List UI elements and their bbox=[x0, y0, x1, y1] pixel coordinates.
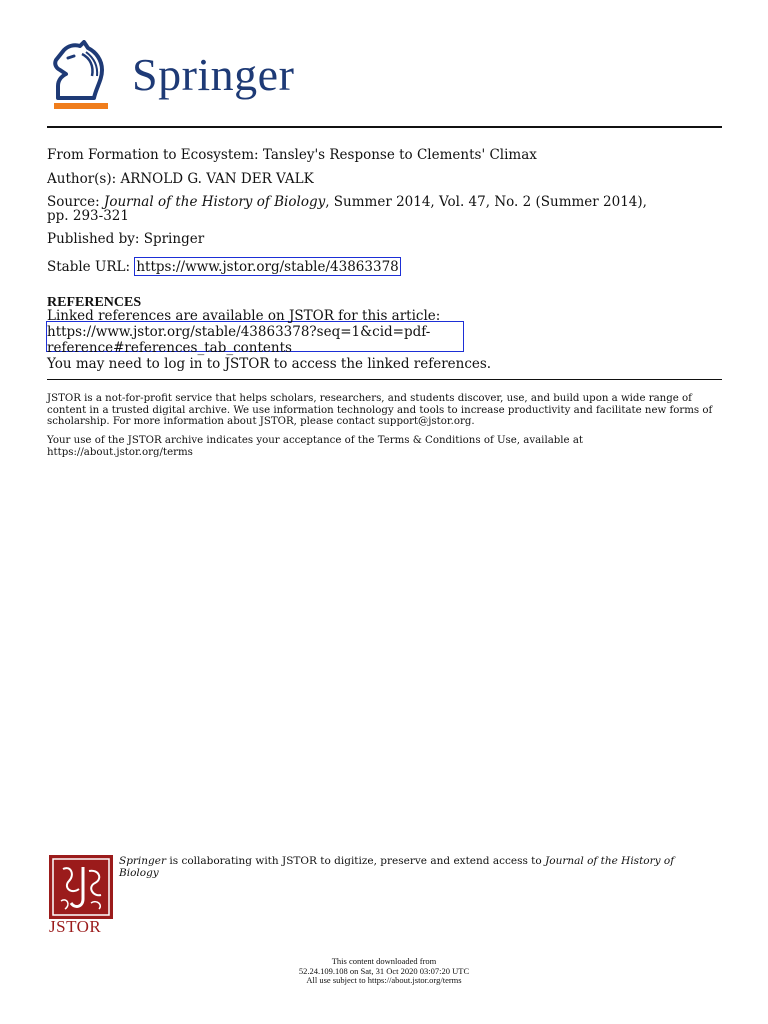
references-text bbox=[47, 308, 491, 372]
download-footer bbox=[0, 957, 768, 986]
springer-horse-icon bbox=[44, 40, 114, 112]
article-title: From Formation to Ecosystem: Tansley's Response to Clements' Climax bbox=[47, 147, 537, 163]
references-link-line2[interactable]: reference#references_tab_contents bbox=[47, 340, 292, 356]
springer-wordmark: Springer bbox=[132, 49, 295, 100]
article-publisher bbox=[47, 231, 204, 247]
references-intro: Linked references are available on JSTOR for this article: bbox=[47, 308, 441, 324]
terms-notice: Your use of the JSTOR archive indicates your acceptance of the Terms & Conditions of Use, available at https://about.jstor.org/terms bbox=[47, 435, 583, 458]
collaboration-statement bbox=[119, 855, 689, 879]
header-divider bbox=[47, 126, 722, 128]
jstor-notice: JSTOR is a not-for-profit service that helps scholars, researchers, and students discover, use, and build upon a wide range of content in a trusted digital archive. We use information technology and tools to increase productivity and facilitate new forms of scholarship. For more information about JSTOR, please contact support@jstor.org. bbox=[47, 393, 713, 427]
references-heading: REFERENCES bbox=[47, 295, 142, 310]
collab-journal: Journal of the History of Biology bbox=[119, 855, 675, 879]
section-divider bbox=[47, 379, 722, 380]
journal-title: Journal of the History of Biology bbox=[103, 194, 326, 210]
stable-url-label: Stable URL: bbox=[47, 259, 131, 275]
source-label: Source: bbox=[47, 194, 100, 210]
stable-url-row bbox=[47, 257, 401, 276]
published-by-label: Published by: bbox=[47, 231, 140, 247]
article-source bbox=[47, 194, 647, 210]
authors-label: Author(s): bbox=[47, 171, 117, 187]
collab-body: is collaborating with JSTOR to digitize, preserve and extend access to bbox=[166, 855, 546, 867]
article-authors bbox=[47, 171, 314, 187]
article-pages: pp. 293-321 bbox=[47, 208, 129, 224]
references-login-note: You may need to log in to JSTOR to access the linked references. bbox=[47, 356, 492, 372]
footer-line-3: All use subject to https://about.jstor.org/terms bbox=[306, 975, 462, 985]
source-details: , Summer 2014, Vol. 47, No. 2 (Summer 2014), bbox=[325, 194, 647, 210]
jstor-emblem-icon bbox=[49, 855, 113, 919]
footer-line-1: This content downloaded from bbox=[331, 956, 437, 966]
references-link-line1[interactable]: https://www.jstor.org/stable/43863378?seq=1&cid=pdf- bbox=[47, 324, 431, 340]
authors-value: ARNOLD G. VAN DER VALK bbox=[120, 171, 314, 187]
jstor-wordmark: JSTOR bbox=[49, 917, 102, 936]
stable-url-link[interactable]: https://www.jstor.org/stable/43863378 bbox=[136, 259, 399, 275]
collab-publisher: Springer bbox=[119, 855, 167, 867]
footer-line-2: 52.24.109.108 on Sat, 31 Oct 2020 03:07:20 UTC bbox=[298, 965, 470, 976]
published-by-value: Springer bbox=[143, 231, 205, 247]
